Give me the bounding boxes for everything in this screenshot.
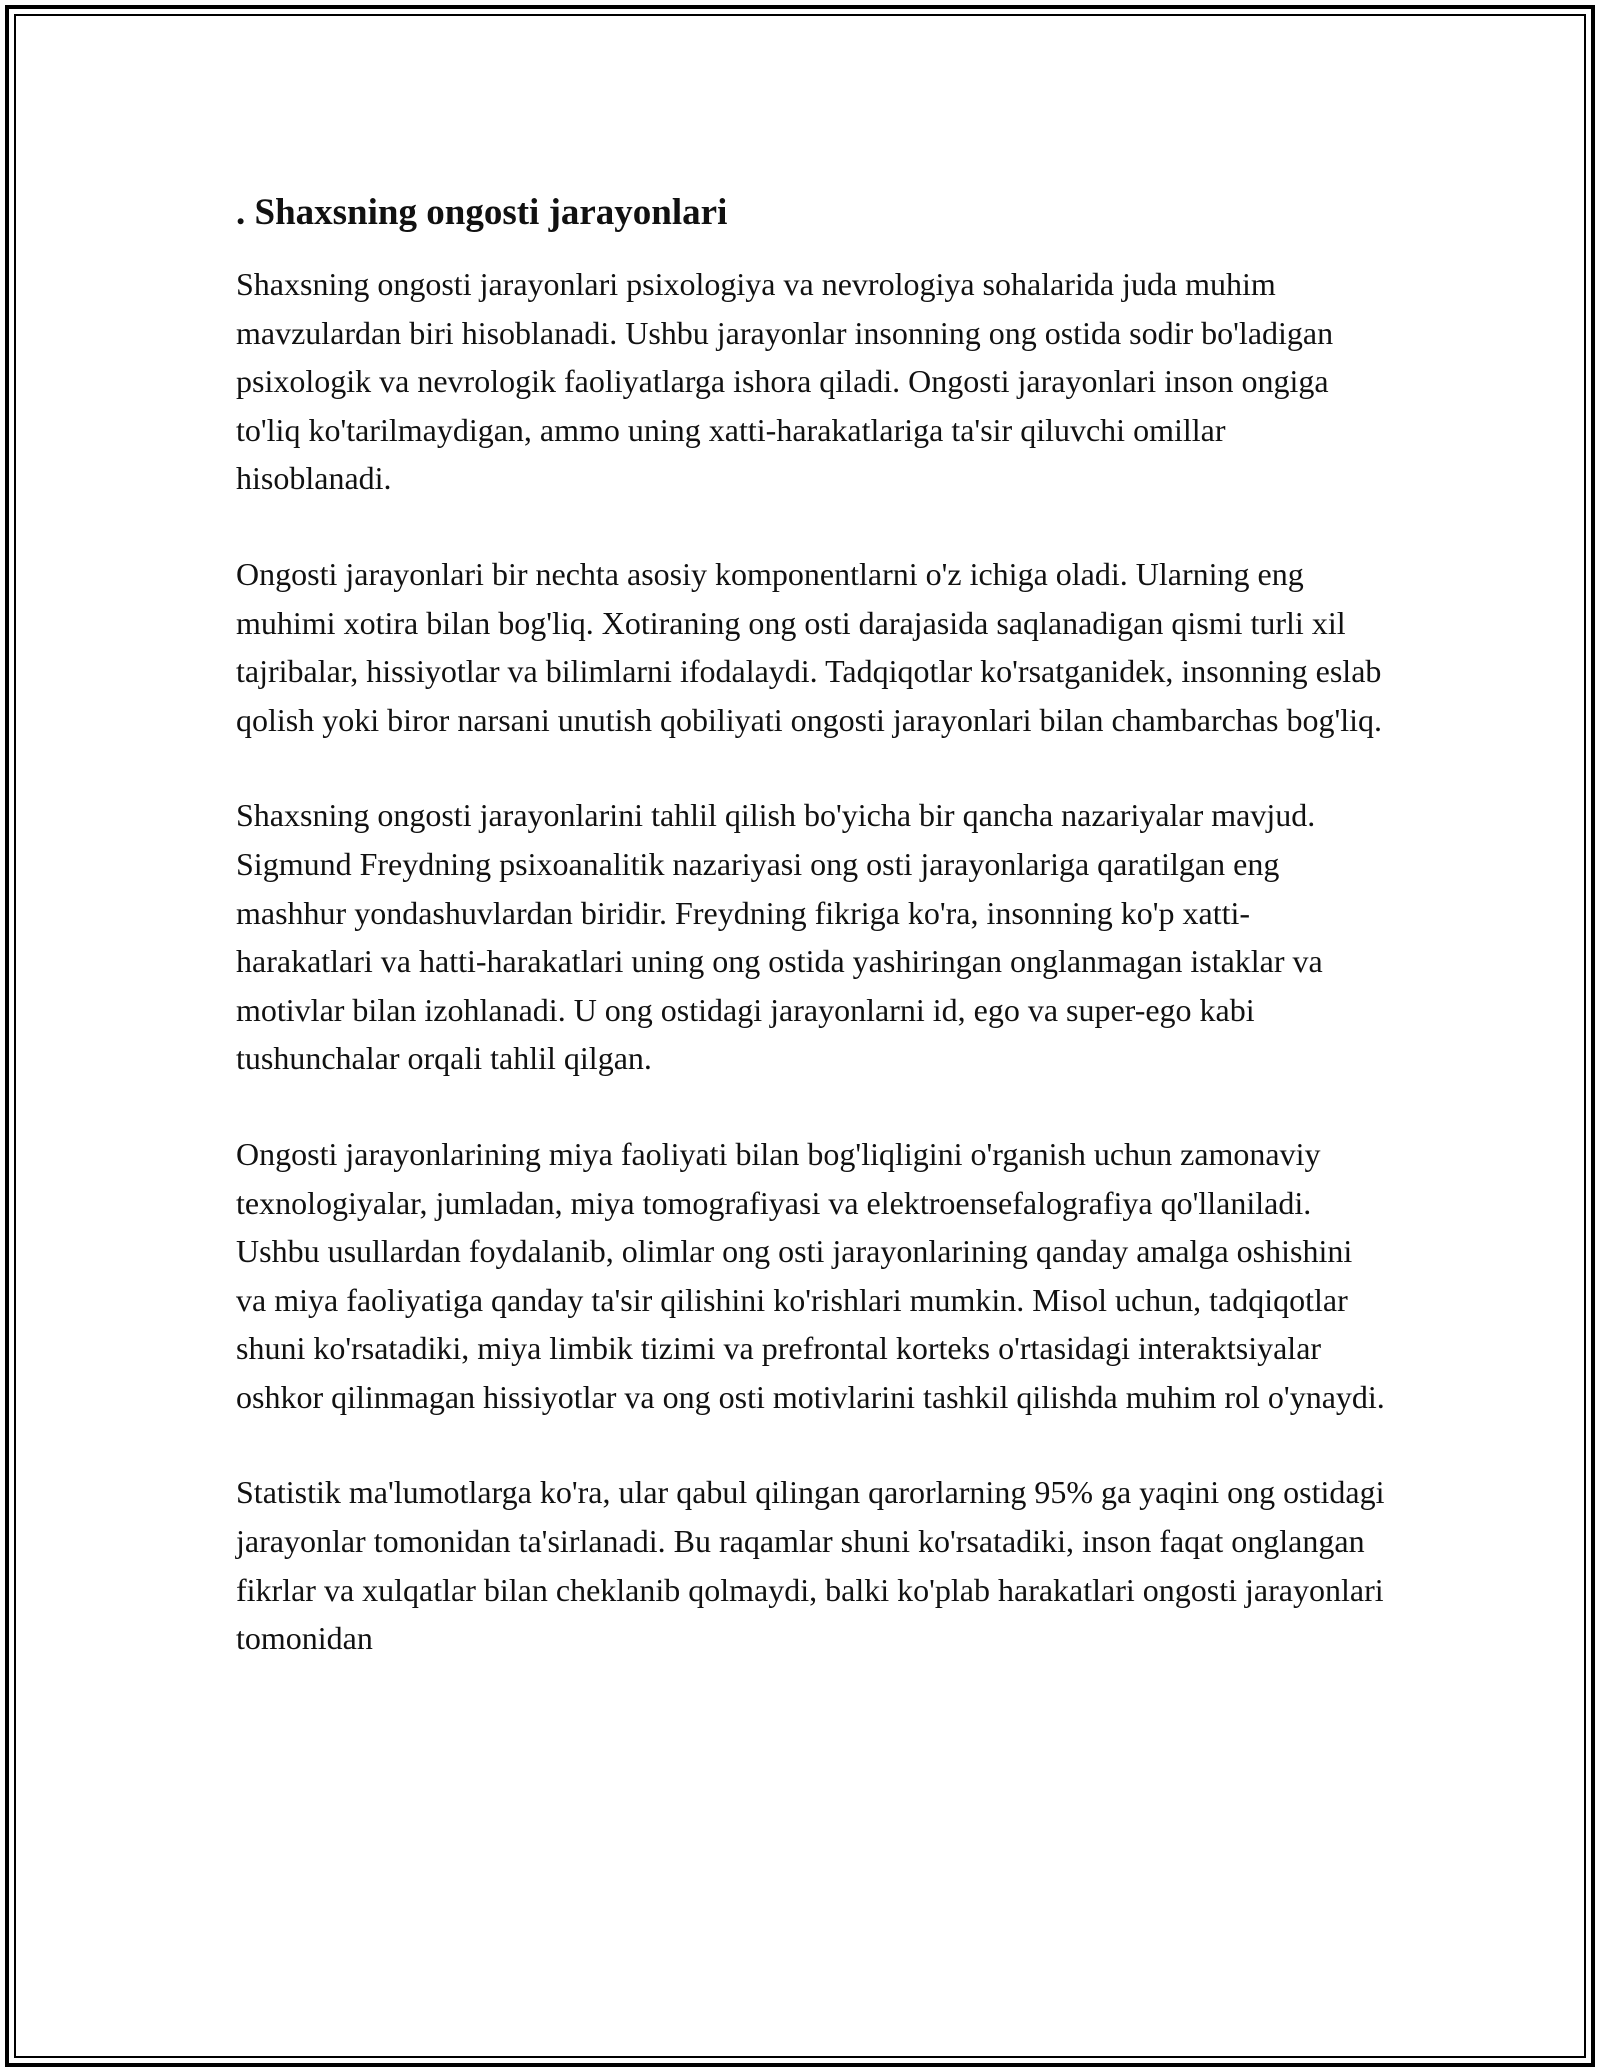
paragraph-1: Shaxsning ongosti jarayonlari psixologiya va nevrologiya sohalarida juda muhim mavzulardan biri hisoblanadi. Ushbu jarayonlar insonning ong ostida sodir bo'ladigan psixologik va nevrologik faoliyatlarga ishora qiladi. Ongosti jarayonlari inson ongiga to'liq ko'tarilmaydigan, ammo uning xatti-harakatlariga ta'sir qiluvchi omillar hisoblanadi. bbox=[236, 266, 1334, 497]
paragraph-5: Statistik ma'lumotlarga ko'ra, ular qabul qilingan qarorlarning 95% ga yaqini ong ostidagi jarayonlar tomonidan ta'sirlanadi. Bu raqamlar shuni ko'rsatadiki, inson faqat onglangan fikrlar va xulqatlar bilan cheklanib qolmaydi, balki ko'plab harakatlari ongosti jarayonlari tomonidan bbox=[236, 1474, 1385, 1657]
paragraph-4: Ongosti jarayonlarining miya faoliyati bilan bog'liqligini o'rganish uchun zamonaviy texnologiyalar, jumladan, miya tomografiyasi va elektroensefalografiya qo'llaniladi. Ushbu usullardan foydalanib, olimlar ong osti jarayonlarining qanday amalga oshishini va miya faoliyatiga qanday ta'sir qilishini ko'rishlari mumkin. Misol uchun, tadqiqotlar shuni ko'rsatadiki, miya limbik tizimi va prefrontal korteks o'rtasidagi interaktsiyalar oshkor qilinmagan hissiyotlar va ong osti motivlarini tashkil qilishda muhim rol o'ynaydi. bbox=[236, 1135, 1385, 1415]
paragraph-2: Ongosti jarayonlari bir nechta asosiy komponentlarni o'z ichiga oladi. Ularning eng muhimi xotira bilan bog'liq. Xotiraning ong osti darajasida saqlanadigan qismi turli xil tajribalar, hissiyotlar va bilimlarni ifodalaydi. Tadqiqotlar ko'rsatganidek, insonning eslab qolish yoki biror narsani unutish qobiliyati ongosti jarayonlari bilan chambarchas bog'liq. bbox=[236, 555, 1382, 738]
page-title: . Shaxsning ongosti jarayonlari bbox=[236, 192, 728, 233]
paragraph-3: Shaxsning ongosti jarayonlarini tahlil qilish bo'yicha bir qancha nazariyalar mavjud. Sigmund Freydning psixoanalitik nazariyasi ong osti jarayonlariga qaratilgan eng mashhur yondashuvlardan biridir. Freydning fikriga ko'ra, insonning ko'p xatti-harakatlari va hatti-harakatlari uning ong ostida yashiringan onglanmagan istaklar va motivlar bilan izohlanadi. U ong ostidagi jarayonlarni id, ego va super-ego kabi tushunchalar orqali tahlil qilgan. bbox=[236, 797, 1323, 1077]
document-body bbox=[236, 186, 1386, 1710]
